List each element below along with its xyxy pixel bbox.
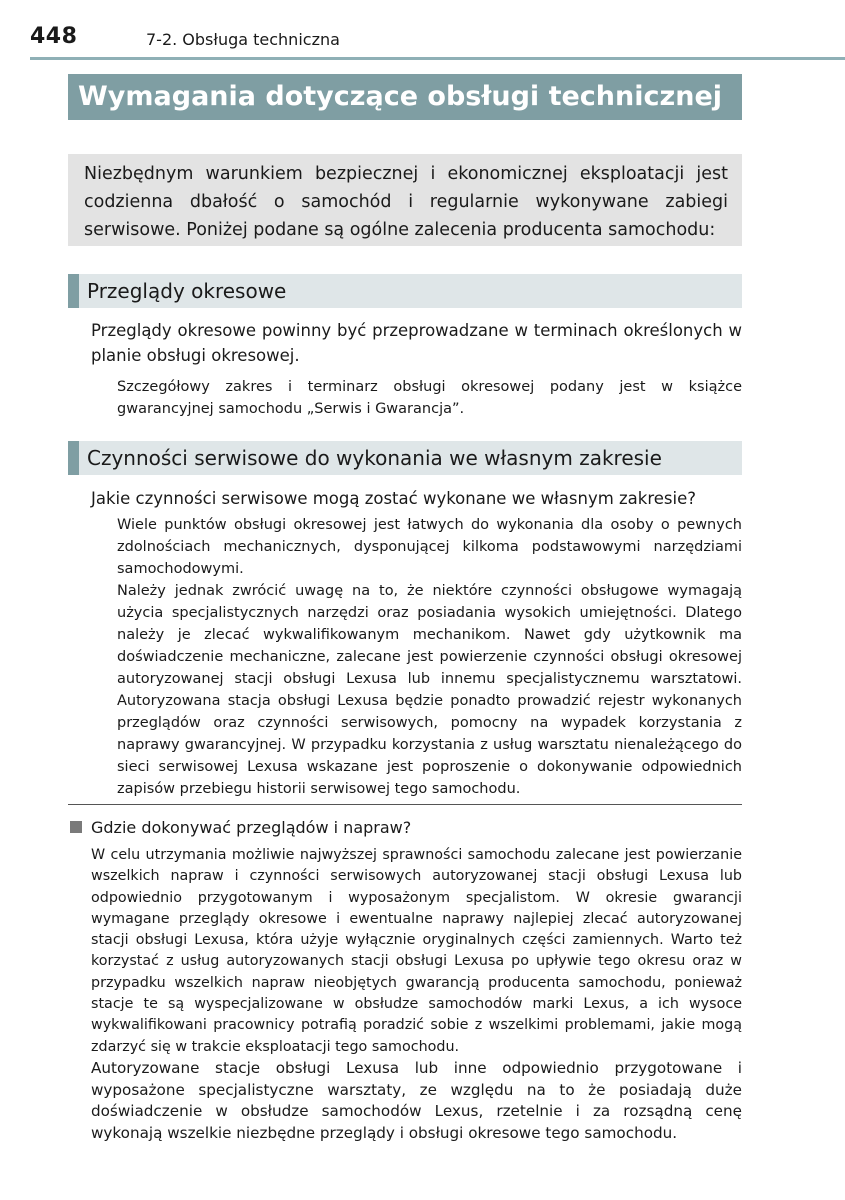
header-rule	[30, 57, 845, 60]
square-bullet-icon	[70, 821, 82, 833]
page-title: Wymagania dotyczące obsługi technicznej	[78, 81, 723, 112]
note-paragraph-1: W celu utrzymania możliwie najwyższej sprawności samochodu zalecane jest powierzanie wszelkich napraw i czynności serwisowych autoryzowanej stacji obsługi Lexusa lub odpowiednio przygotowanym i wyposażonym specjalistom. W okresie gwarancji wymagane przeglądy okresowe i ewentualne naprawy najlepiej zlecać autoryzowanej stacji obsługi Lexusa, która użyje wyłącznie oryginalnych części zamiennych. Warto też korzystać z usług autoryzowanych stacji obsługi Lexusa po upływie tego okresu oraz w przypadku wszelkich napraw nieobjętych gwarancją producenta samochodu, ponieważ stacje te są wyspecjalizowane w obsłudze samochodów marki Lexus, a ich wysoce wykwalifikowani pracownicy potrafią poradzić sobie z wszelkimi problemami, jakie mogą zdarzyć się w trakcie eksploatacji tego samochodu.	[91, 847, 742, 1055]
subparagraph-self-service-1: Wiele punktów obsługi okresowej jest łatwych do wykonania dla osoby o pewnych zdolnościach mechanicznych, dysponującej kilkoma podstawowymi narzędziami samochodowymi.	[117, 517, 742, 577]
intro-box: Niezbędnym warunkiem bezpiecznej i ekonomicznej eksploatacji jest codzienna dbałość o samochód i regularnie wykonywane zabiegi serwisowe. Poniżej podane są ogólne zalecenia producenta samochodu:	[68, 154, 742, 246]
section-heading-self-service	[68, 441, 742, 475]
question-self-service: Jakie czynności serwisowe mogą zostać wykonane we własnym zakresie?	[91, 489, 697, 508]
subparagraph-periodic: Szczegółowy zakres i terminarz obsługi okresowej podany jest w książce gwarancyjnej samochodu „Serwis i Gwarancja”.	[117, 379, 742, 417]
subparagraph-self-service-2: Należy jednak zwrócić uwagę na to, że niektóre czynności obsługowe wymagają użycia specjalistycznych narzędzi oraz posiadania wysokich umiejętności. Dlatego należy je zlecać wykwalifikowanym mechanikom. Nawet gdy użytkownik ma doświadczenie mechaniczne, zalecane jest powierzenie czynności obsługi okresowej autoryzowanej stacji obsługi Lexusa lub innemu specjalistycznemu warsztatowi. Autoryzowana stacja obsługi Lexusa będzie ponadto prowadzić rejestr wykonanych przeglądów oraz czynności serwisowych, pomocny na wypadek korzystania z naprawy gwarancyjnej. W przypadku korzystania z usług warsztatu nienależącego do sieci serwisowej Lexusa wskazane jest poproszenie o dokonywanie odpowiednich zapisów przebiegu historii serwisowej tego samochodu.	[117, 583, 742, 797]
note-heading: Gdzie dokonywać przeglądów i napraw?	[91, 818, 412, 837]
note-heading-row	[68, 816, 742, 840]
section-heading-text: Przeglądy okresowe	[87, 279, 287, 303]
section-heading-text: Czynności serwisowe do wykonania we własnym zakresie	[87, 446, 662, 470]
note-paragraph-2: Autoryzowane stacje obsługi Lexusa lub inne odpowiednio przygotowane i wyposażone specjalistyczne warsztaty, ze względu na to że posiadają duże doświadczenie w obsłudze samochodów Lexus, rzetelnie i za rozsądną cenę wykonają wszelkie niezbędne przeglądy i obsługi okresowe tego samochodu.	[91, 1059, 742, 1142]
page-header	[0, 20, 845, 58]
section-divider	[68, 804, 742, 805]
page-number: 448	[30, 24, 78, 49]
section-accent-bar	[68, 274, 79, 308]
chapter-title: 7-2. Obsługa techniczna	[146, 30, 340, 49]
page-title-bar	[68, 74, 742, 120]
section-accent-bar	[68, 441, 79, 475]
paragraph-periodic: Przeglądy okresowe powinny być przeprowadzane w terminach określonych w planie obsługi okresowej.	[91, 321, 742, 365]
section-heading-periodic	[68, 274, 742, 308]
